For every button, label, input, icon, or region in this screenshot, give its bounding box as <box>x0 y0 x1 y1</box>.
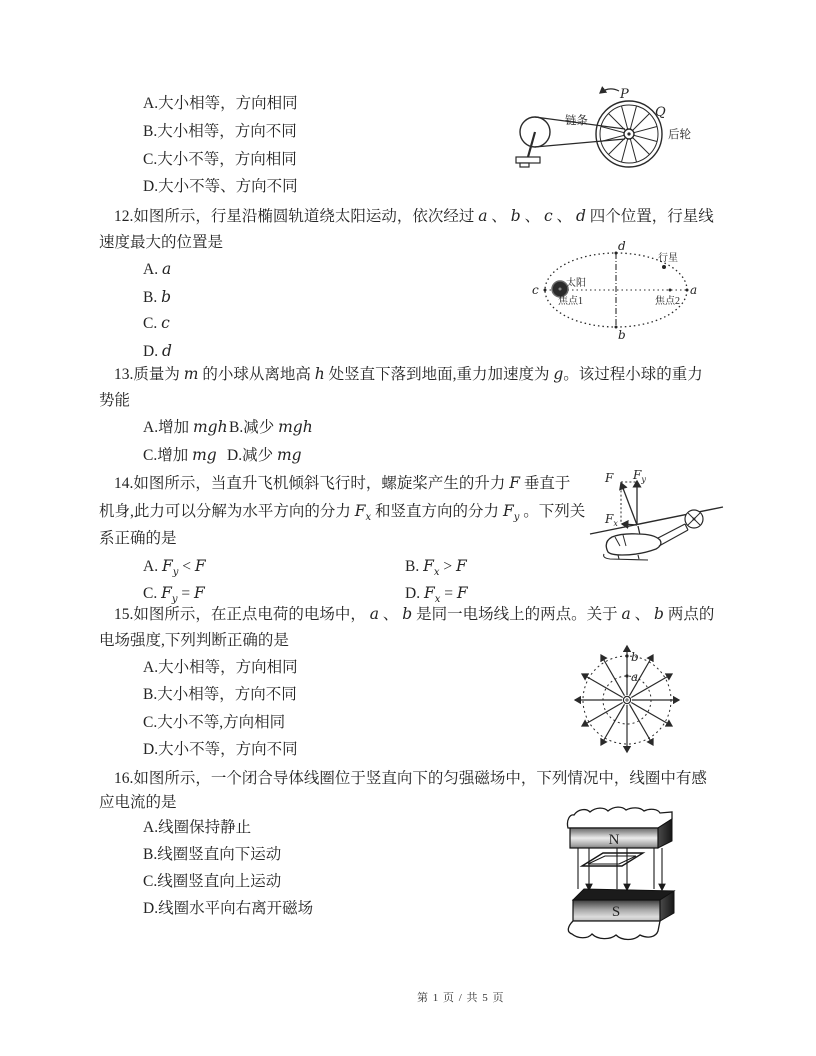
q15-option-b: B.大小相等，方向不同 <box>143 686 297 703</box>
q16-option-c: C.线圈竖直向上运动 <box>143 873 282 890</box>
fuselage <box>606 534 661 555</box>
q11-option-b: B.大小相等，方向不同 <box>143 123 297 140</box>
label-fx: $F_x$ <box>605 512 618 528</box>
q14-option-b: B. $F_x > F$ <box>405 557 467 579</box>
label-focus1: 焦点1 <box>558 296 583 307</box>
label-s: S <box>611 904 621 920</box>
q13-text-line-2: 势能 <box>99 392 131 409</box>
label-planet: 行星 <box>658 253 678 264</box>
bicycle-chain-figure <box>503 84 703 176</box>
q11-option-c: C.大小不等，方向相同 <box>143 151 297 168</box>
label-fy: $F_y$ <box>633 468 646 484</box>
electric-field-figure <box>560 640 718 768</box>
q14-option-d: D. $F_x = F$ <box>405 584 468 606</box>
q16-text-line-2: 应电流的是 <box>99 794 177 811</box>
q14-text-line-3: 系正确的是 <box>99 530 177 547</box>
q15-option-c: C.大小不等,方向相同 <box>143 714 286 731</box>
label-b: b <box>631 650 639 664</box>
label-point-a: a <box>690 283 698 297</box>
magnet-coil-figure <box>558 806 738 951</box>
q16-option-a: A.线圈保持静止 <box>143 819 252 836</box>
q13-option-b: B.减少 mgh <box>229 418 313 436</box>
label-n: N <box>608 832 620 848</box>
q14-option-a: A. $F_y < F$ <box>143 557 206 579</box>
q12-option-b: B. b <box>143 288 172 306</box>
q12-option-c: C. c <box>143 314 170 332</box>
label-a: a <box>631 670 639 684</box>
q13-text-line-1: 13.质量为 m 的小球从离地高 h 处竖直下落到地面,重力加速度为 g。该过程小球的重力 <box>114 365 703 383</box>
s-magnet-top-face <box>573 889 674 900</box>
label-f: F <box>605 471 614 485</box>
label-point-d: d <box>618 239 626 253</box>
q12-option-d: D. d <box>143 342 172 360</box>
label-focus2: 焦点2 <box>655 296 680 307</box>
label-point-c: c <box>532 283 539 297</box>
label-rear-wheel: 后轮 <box>668 129 691 141</box>
q13-option-c: C.增加 mg <box>143 446 217 464</box>
force-f-vector <box>621 483 637 525</box>
q13-option-a: A.增加 mgh <box>143 418 228 436</box>
q11-option-a: A.大小相等，方向相同 <box>143 95 298 112</box>
q13-option-d: D.减少 mg <box>227 446 302 464</box>
q15-text-line-2: 电场强度,下列判断正确的是 <box>99 632 289 649</box>
n-magnet-torn-top <box>567 807 672 828</box>
q14-text-line-2: 机身,此力可以分解为水平方向的分力 $F_x$ 和竖直方向的分力 $F_y$ 。下列关 <box>99 502 586 524</box>
s-magnet-torn-bottom <box>568 921 660 940</box>
wheel-rotation-arrow <box>600 89 619 93</box>
point-b-dot <box>625 654 628 657</box>
orbit-figure <box>528 235 713 347</box>
label-p: P <box>620 87 629 102</box>
planet-dot <box>662 265 666 269</box>
q15-option-d: D.大小不等，方向不同 <box>143 741 298 758</box>
point-a-dot <box>625 674 628 677</box>
focus2-dot <box>669 289 672 292</box>
q16-text-line-1: 16.如图所示，一个闭合导体线圈位于竖直向下的匀强磁场中，下列情况中，线圈中有感 <box>114 770 707 787</box>
helicopter-figure <box>588 462 728 570</box>
label-point-b: b <box>618 328 626 342</box>
force-fx-vector <box>622 524 637 525</box>
label-q: Q <box>655 105 666 120</box>
q14-text-line-1: 14.如图所示，当直升飞机倾斜飞行时，螺旋桨产生的升力 F 垂直于 <box>114 474 571 492</box>
q15-text-line-1: 15.如图所示，在正点电荷的电场中， a 、 b 是同一电场线上的两点。关于 a 、 b 两点的 <box>114 605 715 623</box>
q16-option-b: B.线圈竖直向下运动 <box>143 846 282 863</box>
q15-option-a: A.大小相等，方向相同 <box>143 659 298 676</box>
label-sun: 太阳 <box>566 278 586 289</box>
q14-option-c: C. $F_y = F$ <box>143 584 205 606</box>
q12-text-line-2: 速度最大的位置是 <box>99 234 224 251</box>
q16-option-d: D.线圈水平向右离开磁场 <box>143 900 314 917</box>
page-footer: 第 1 页 / 共 5 页 <box>417 992 505 1004</box>
label-chain: 链条 <box>565 115 588 127</box>
q12-text-line-1: 12.如图所示，行星沿椭圆轨道绕太阳运动，依次经过 a 、 b 、 c 、 d 四个位置，行星线 <box>114 207 714 225</box>
q11-option-d: D.大小不等、方向不同 <box>143 178 298 195</box>
q12-option-a: A. a <box>143 260 172 278</box>
